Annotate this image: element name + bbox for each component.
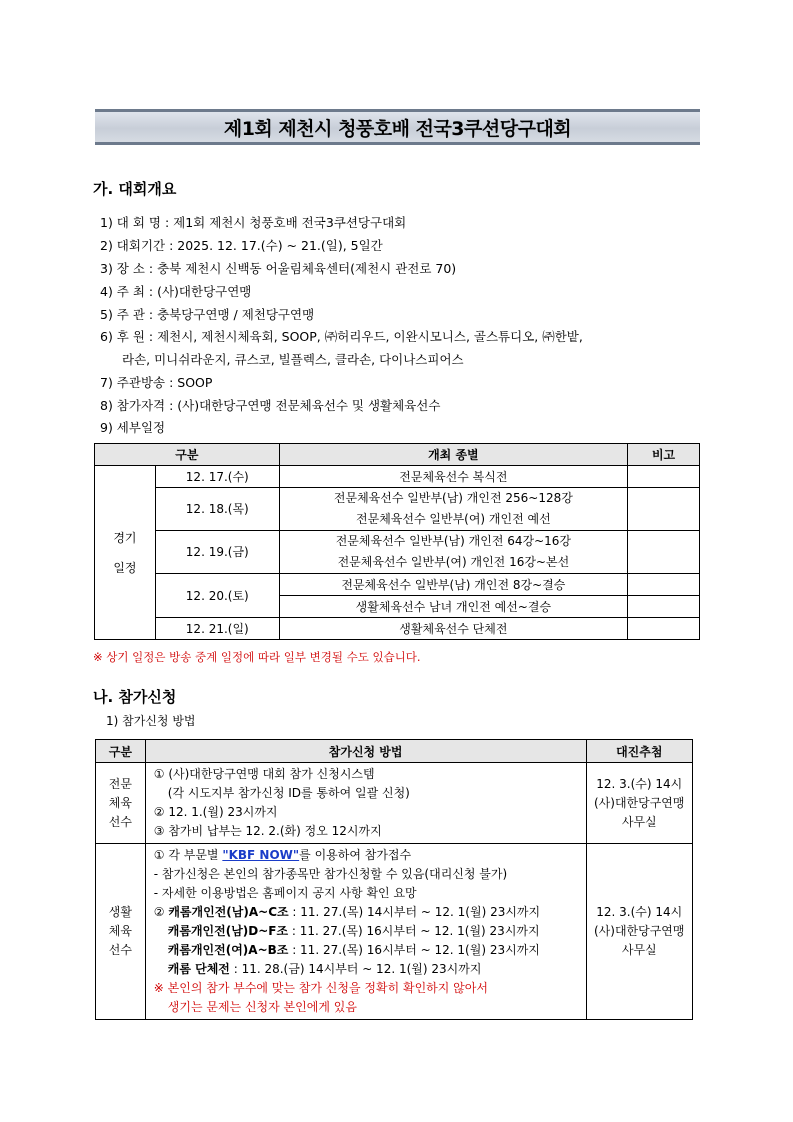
overview-item: 1) 대 회 명 : 제1회 제천시 청풍호배 전국3쿠션당구대회	[100, 215, 407, 230]
schedule-event: 전문체육선수 일반부(남) 개인전 64강~16강 전문체육선수 일반부(여) 개인전 16강~본선	[279, 531, 627, 574]
section-heading-registration: 나. 참가신청	[93, 688, 177, 706]
header-category: 구분	[96, 740, 146, 763]
overview-item-continued: 라손, 미니쉬라운지, 큐스코, 빌플렉스, 클라손, 다이나스피어스	[122, 352, 464, 367]
period-line: ② 캐롬개인전(남)A~C조 : 11. 27.(목) 14시부터 ~ 12. 1(월) 23시까지	[153, 905, 541, 919]
schedule-table	[94, 443, 700, 640]
header-category: 구분	[95, 444, 280, 466]
overview-item: 7) 주관방송 : SOOP	[100, 375, 213, 390]
kbf-now-link[interactable]: "KBF NOW"	[222, 848, 300, 862]
overview-item: 5) 주 관 : 충북당구연맹 / 제천당구연맹	[100, 307, 315, 322]
header-method: 참가신청 방법	[145, 740, 586, 763]
page-title: 제1회 제천시 청풍호배 전국3쿠션당구대회	[223, 117, 572, 140]
remarks-cell	[628, 618, 700, 640]
overview-item: 2) 대회기간 : 2025. 12. 17.(수) ~ 21.(일), 5일간	[100, 238, 383, 253]
schedule-date: 12. 21.(일)	[155, 618, 279, 640]
remarks-cell	[628, 596, 700, 618]
draw-amateur: 12. 3.(수) 14시 (사)대한당구연맹 사무실	[586, 844, 693, 1020]
overview-item: 4) 주 최 : (사)대한당구연맹	[100, 284, 252, 299]
table-header-row	[95, 444, 700, 466]
period-line: 캐롬 단체전 : 11. 28.(금) 14시부터 ~ 12. 1(월) 23시까지	[167, 962, 482, 976]
remarks-cell	[628, 574, 700, 596]
overview-item: 6) 후 원 : 제천시, 제천시체육회, SOOP, ㈜허리우드, 이완시모니스, 골스튜디오, ㈜한밭,	[100, 329, 583, 344]
table-row	[95, 488, 700, 531]
title-banner	[95, 109, 700, 145]
remarks-cell	[628, 531, 700, 574]
schedule-date: 12. 18.(목)	[155, 488, 279, 531]
registration-table	[95, 739, 693, 1020]
schedule-event: 전문체육선수 일반부(남) 개인전 8강~결승	[279, 574, 627, 596]
remarks-cell	[628, 466, 700, 488]
schedule-event: 생활체육선수 남녀 개인전 예선~결승	[279, 596, 627, 618]
schedule-event: 생활체육선수 단체전	[279, 618, 627, 640]
schedule-date: 12. 19.(금)	[155, 531, 279, 574]
table-row	[96, 844, 693, 1020]
schedule-note: ※ 상기 일정은 방송 중계 일정에 따라 일부 변경될 수도 있습니다.	[93, 650, 421, 664]
table-row	[95, 574, 700, 596]
group-label: 경기 일정	[95, 466, 156, 640]
schedule-date: 12. 20.(토)	[155, 574, 279, 618]
table-row	[95, 531, 700, 574]
header-draw: 대진추첨	[586, 740, 693, 763]
period-line: 캐롬개인전(남)D~F조 : 11. 27.(목) 16시부터 ~ 12. 1(월) 23시까지	[167, 924, 540, 938]
schedule-date: 12. 17.(수)	[155, 466, 279, 488]
category-pro: 전문 체육 선수	[96, 763, 146, 844]
header-remarks: 비고	[628, 444, 700, 466]
method-pro: ① (사)대한당구연맹 대회 참가 신청시스템 (각 시도지부 참가신청 ID를 통하여 일괄 신청) ② 12. 1.(월) 23시까지 ③ 참가비 납부는 12. 2.(화) 정오 12시까지	[145, 763, 586, 844]
table-row	[95, 618, 700, 640]
registration-subheading: 1) 참가신청 방법	[106, 714, 196, 728]
warning-note: ※ 본인의 참가 부수에 맞는 참가 신청을 정확히 확인하지 않아서	[153, 981, 488, 995]
overview-item: 8) 참가자격 : (사)대한당구연맹 전문체육선수 및 생활체육선수	[100, 398, 441, 413]
header-event: 개최 종별	[279, 444, 627, 466]
section-heading-overview: 가. 대회개요	[93, 180, 177, 198]
table-header-row	[96, 740, 693, 763]
remarks-cell	[628, 488, 700, 531]
draw-pro: 12. 3.(수) 14시 (사)대한당구연맹 사무실	[586, 763, 693, 844]
table-row	[96, 763, 693, 844]
schedule-event: 전문체육선수 복식전	[279, 466, 627, 488]
table-row	[95, 466, 700, 488]
warning-note: 생기는 문제는 신청자 본인에게 있음	[167, 1000, 357, 1014]
period-line: 캐롬개인전(여)A~B조 : 11. 27.(목) 16시부터 ~ 12. 1(월) 23시까지	[167, 943, 540, 957]
overview-item: 3) 장 소 : 충북 제천시 신백동 어울림체육센터(제천시 관전로 70)	[100, 261, 457, 276]
category-amateur: 생활 체육 선수	[96, 844, 146, 1020]
overview-item: 9) 세부일정	[100, 420, 166, 435]
schedule-event: 전문체육선수 일반부(남) 개인전 256~128강 전문체육선수 일반부(여) 개인전 예선	[279, 488, 627, 531]
method-amateur: ① 각 부문별 "KBF NOW"를 이용하여 참가접수 - 참가신청은 본인의 참가종목만 참가신청할 수 있음(대리신청 불가) - 자세한 이용방법은 홈페이지 공지 사항 확인 요망 ② 캐롬개인전(남)A~C조 : 11. 27.(목) 14시부터 ~ 12. 1(월) 23시까지 캐롬개인전(남)D~F조 : 11. 27.(목) 16시부터 ~ 12. 1(월) 23시까지 캐롬개인전(여)A~B조 : 11. 27.(목) 16시부터 ~ 12. 1(월) 23시까지 캐롬 단체전 : 11. 28.(금) 14시부터 ~ 12. 1(월) 23시까지 ※ 본인의 참가 부수에 맞는 참가 신청을 정확히 확인하지 않아서 생기는 문제는 신청자 본인에게 있음	[145, 844, 586, 1020]
